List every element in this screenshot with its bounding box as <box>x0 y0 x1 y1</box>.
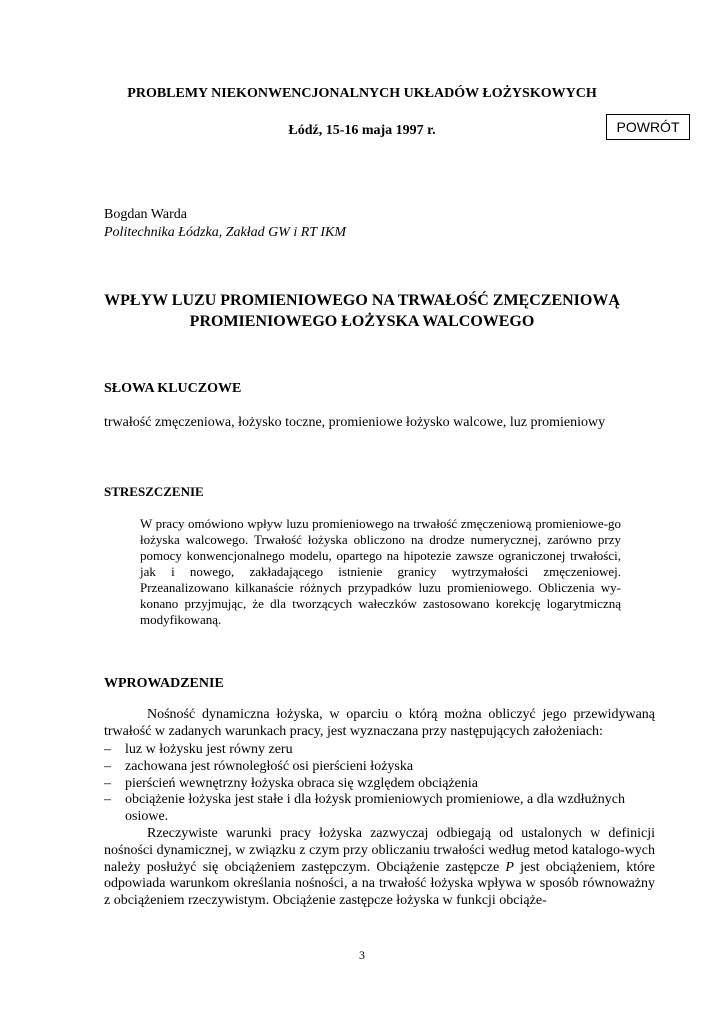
introduction-paragraph-2 <box>104 826 655 910</box>
paper-title-line-2: PROMIENIOWEGO ŁOŻYSKA WALCOWEGO <box>189 313 535 330</box>
page-number: 3 <box>359 948 365 962</box>
author-block <box>104 206 346 242</box>
paper-title-line-1: WPŁYW LUZU PROMIENIOWEGO NA TRWAŁOŚĆ ZMĘCZENIOWĄ <box>104 292 620 309</box>
keywords-text: trwałość zmęczeniowa, łożysko toczne, promieniowe łożysko walcowe, luz promieniowy <box>104 415 606 430</box>
conference-date: Łódź, 15-16 maja 1997 r. <box>288 123 436 138</box>
paper-title <box>0 290 724 332</box>
introduction-paragraph-1: Nośność dynamiczna łożyska, w oparciu o którą można obliczyć jego przewidywaną trwałość w zadanych warunkach pracy, jest wyznaczana przy następujących założeniach: <box>104 707 655 739</box>
list-dash: – <box>104 792 111 808</box>
list-item-text: zachowana jest równoległość osi pierścieni łożyska <box>125 758 414 774</box>
list-item <box>104 776 655 793</box>
list-item-text: luz w łożysku jest równy zeru <box>125 742 293 757</box>
author-affiliation: Politechnika Łódzka, Zakład GW i RT IKM <box>104 225 346 240</box>
abstract-heading: STRESZCZENIE <box>104 484 204 499</box>
list-item-text: obciążenie łożyska jest stałe i dla łożysk promieniowych promieniowe, a dla wzdłużnych osiowe. <box>125 792 625 825</box>
list-dash: – <box>104 742 111 757</box>
list-item <box>104 742 655 759</box>
conference-title: PROBLEMY NIEKONWENCJONALNYCH UKŁADÓW ŁOŻYSKOWYCH <box>127 86 597 101</box>
list-item <box>104 759 655 776</box>
back-button[interactable]: POWRÓT <box>606 114 690 140</box>
paragraph-2-part-a: Rzeczywiste warunki pracy łożyska zazwyczaj odbiegają od ustalonych w definicji nośności dynamicznej, w związku z czym przy obliczaniu trwałości według metod katalogo-wych należy posłużyć się obciążeniem zastępczym. Obciążenie zastępcze <box>104 826 655 875</box>
assumptions-list <box>104 742 655 826</box>
symbol-p: P <box>505 859 514 875</box>
list-dash: – <box>104 775 111 791</box>
author-name: Bogdan Warda <box>104 207 187 222</box>
abstract-text: W pracy omówiono wpływ luzu promieniowego na trwałość zmęczeniową promieniowe-go łożyska walcowego. Trwałość łożyska obliczono na drodze numerycznej, zarówno przy pomocy konwencjonalnego modelu, opartego na hipotezie zawsze ograniczonej trwałości, jak i nowego, zakładającego istnienie granicy wytrzymałości zmęczeniowej. Przeanalizowano kilkanaście różnych przypadków luzu promieniowego. Obliczenia wy-konano przyjmując, że dla tworzących wałeczków zastosowano korekcję logarytmiczną modyfikowaną. <box>140 516 621 627</box>
paragraph-2-part-b: jest obciążeniem, które odpowiada warunkom określania nośności, a na trwałość łożyska wpływa w sposób równoważny z obciążeniem rzeczywistym. Obciążenie zastępcze łożyska w funkcji obciąże- <box>104 859 655 909</box>
list-item-text: pierścień wewnętrzny łożyska obraca się względem obciążenia <box>125 775 478 791</box>
introduction-heading: WPROWADZENIE <box>104 676 224 691</box>
list-item <box>104 792 655 826</box>
keywords-heading: SŁOWA KLUCZOWE <box>104 381 242 396</box>
list-dash: – <box>104 758 111 774</box>
